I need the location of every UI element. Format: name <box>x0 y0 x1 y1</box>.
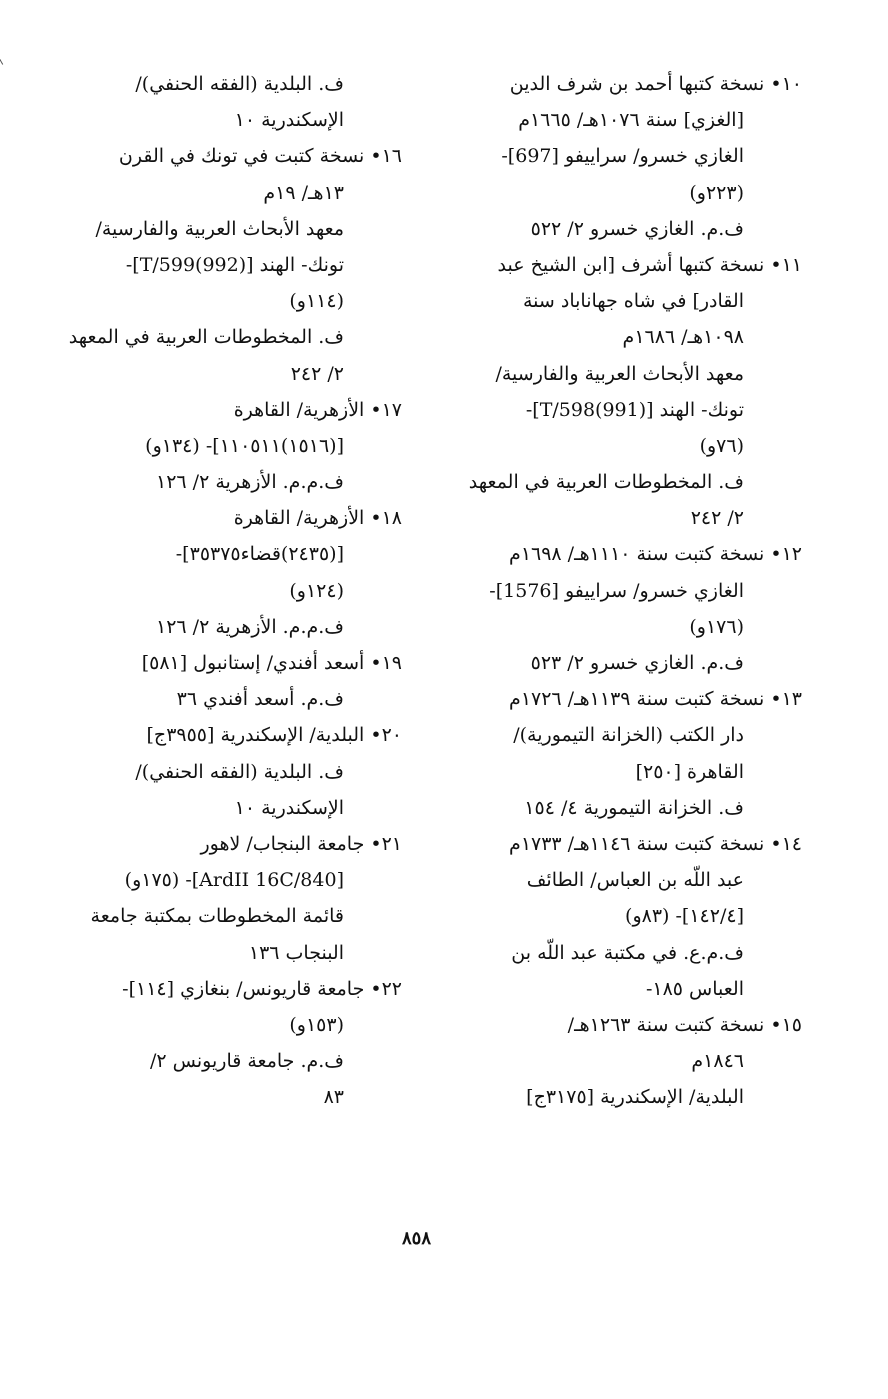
entry-line: (٢٢٣و) <box>689 181 744 204</box>
entry-first-line: ١٠• نسخة كتبها أحمد بن شرف الدين <box>509 73 802 95</box>
entry-line: الإسكندرية ١٠ <box>234 796 344 819</box>
entry-first-line: ١٤• نسخة كتبت سنة ١١٤٦هـ/ ١٧٣٣م <box>509 832 802 855</box>
entry-line: ٢/ ٢٤٢ <box>290 362 344 385</box>
entry-first-line: ١٢• نسخة كتبت سنة ١١١٠هـ/ ١٦٩٨م <box>509 543 802 566</box>
entry-line: [(١٥١٦)١١٠٥١١]- (١٣٤و) <box>145 434 344 457</box>
entry-first-line: ١٦• نسخة كتبت في تونك في القرن <box>118 145 402 168</box>
entry-line: [الغزي] سنة ١٠٧٦هـ/ ١٦٦٥م <box>518 109 744 132</box>
entry-line: الغازي خسرو/ سراييفو [1576]- <box>489 579 744 602</box>
entry-line: تونك- الهند [T/598(991)]- <box>525 398 744 421</box>
entry-line: الإسكندرية ١٠ <box>234 109 344 132</box>
entry-line: ف.م. أسعد أفندي ٣٦ <box>176 688 344 711</box>
entry-line: ف.م.م. الأزهرية ٢/ ١٢٦ <box>156 471 344 494</box>
entry-line: القادر] في شاه جهاناباد سنة <box>522 290 744 313</box>
entry-line: العباس ١٨٥- <box>645 977 744 1000</box>
entry-line: (١٧٦و) <box>689 615 744 638</box>
left-column <box>52 66 402 1115</box>
entry-line: قائمة المخطوطات بمكتبة جامعة <box>90 905 344 928</box>
entry-line: ٨٣ <box>323 1086 344 1109</box>
entry-first-line: ٢١• جامعة البنجاب/ لاهور <box>200 832 402 855</box>
entry-first-line: ١٨• الأزهرية/ القاهرة <box>233 507 402 530</box>
entry-line: ف.م. الغازي خسرو ٢/ ٥٢٣ <box>530 652 744 674</box>
entry-first-line: ٢٢• جامعة قاريونس/ بنغازي [١١٤]- <box>122 977 402 1000</box>
entry-line: ف. البلدية (الفقه الحنفي)/ <box>135 760 344 783</box>
entry-line: عبد اللّه بن العباس/ الطائف <box>526 869 744 892</box>
entry-line: (٧٦و) <box>699 434 744 457</box>
entry-first-line: ٢٠• البلدية/ الإسكندرية [٣٩٥٥ج] <box>146 724 402 747</box>
right-column <box>452 66 802 1115</box>
entry-line: ف. البلدية (الفقه الحنفي)/ <box>135 73 344 95</box>
entry-line: ف.م. الغازي خسرو ٢/ ٥٢٢ <box>530 217 744 240</box>
entry-line: معهد الأبحاث العربية والفارسية/ <box>95 217 344 240</box>
entry-line: ١٣هـ/ ١٩م <box>263 181 344 204</box>
entry-line: (١٢٤و) <box>289 579 344 602</box>
entry-line: القاهرة [٢٥٠] <box>635 760 744 783</box>
entry-first-line: ١٧• الأزهرية/ القاهرة <box>233 398 402 421</box>
entry-line: ١٠٩٨هـ/ ١٦٨٦م <box>622 326 744 349</box>
entry-line: (١١٤و) <box>289 290 344 313</box>
entry-line: ف.م.م. الأزهرية ٢/ ١٢٦ <box>156 615 344 638</box>
scan-edge-mark <box>0 55 7 64</box>
entry-line: [١٤٢/٤]- (٨٣و) <box>625 905 744 928</box>
entry-first-line: ١٥• نسخة كتبت سنة ١٢٦٣هـ/ <box>567 1013 802 1036</box>
entry-line: معهد الأبحاث العربية والفارسية/ <box>495 362 744 385</box>
entry-line: الغازي خسرو/ سراييفو [697]- <box>501 145 744 168</box>
page-number: ٨٥٨ <box>401 1228 431 1249</box>
entry-line: ف.م.ع. في مكتبة عبد اللّه بن <box>511 941 744 964</box>
entry-line: دار الكتب (الخزانة التيمورية)/ <box>513 724 744 747</box>
entry-line: ف. المخطوطات العربية في المعهد <box>468 471 744 494</box>
entry-first-line: ١٩• أسعد أفندي/ إستانبول [٥٨١] <box>141 652 402 674</box>
entry-line: ف. المخطوطات العربية في المعهد <box>68 326 344 349</box>
entry-line: تونك- الهند [T/599(992)]- <box>125 253 344 276</box>
entry-first-line: ١١• نسخة كتبها أشرف [ابن الشيخ عبد <box>497 253 802 276</box>
entry-line: (١٥٣و) <box>289 1013 344 1036</box>
entry-line: ف. الخزانة التيمورية ٤/ ١٥٤ <box>524 796 744 819</box>
entry-line: البلدية/ الإسكندرية [٣١٧٥ج] <box>526 1086 744 1109</box>
entry-line: ١٨٤٦م <box>691 1050 744 1073</box>
entry-line: [ArdII 16C/840]- (١٧٥و) <box>124 869 344 892</box>
entry-line: ف.م. جامعة قاريونس ٢/ <box>149 1050 344 1073</box>
entry-line: البنجاب ١٣٦ <box>248 941 344 964</box>
entry-line: [(٢٤٣٥)قضاء٣٥٣٧٥]- <box>175 543 344 566</box>
entry-line: ٢/ ٢٤٢ <box>690 507 744 530</box>
entry-first-line: ١٣• نسخة كتبت سنة ١١٣٩هـ/ ١٧٢٦م <box>509 688 802 711</box>
